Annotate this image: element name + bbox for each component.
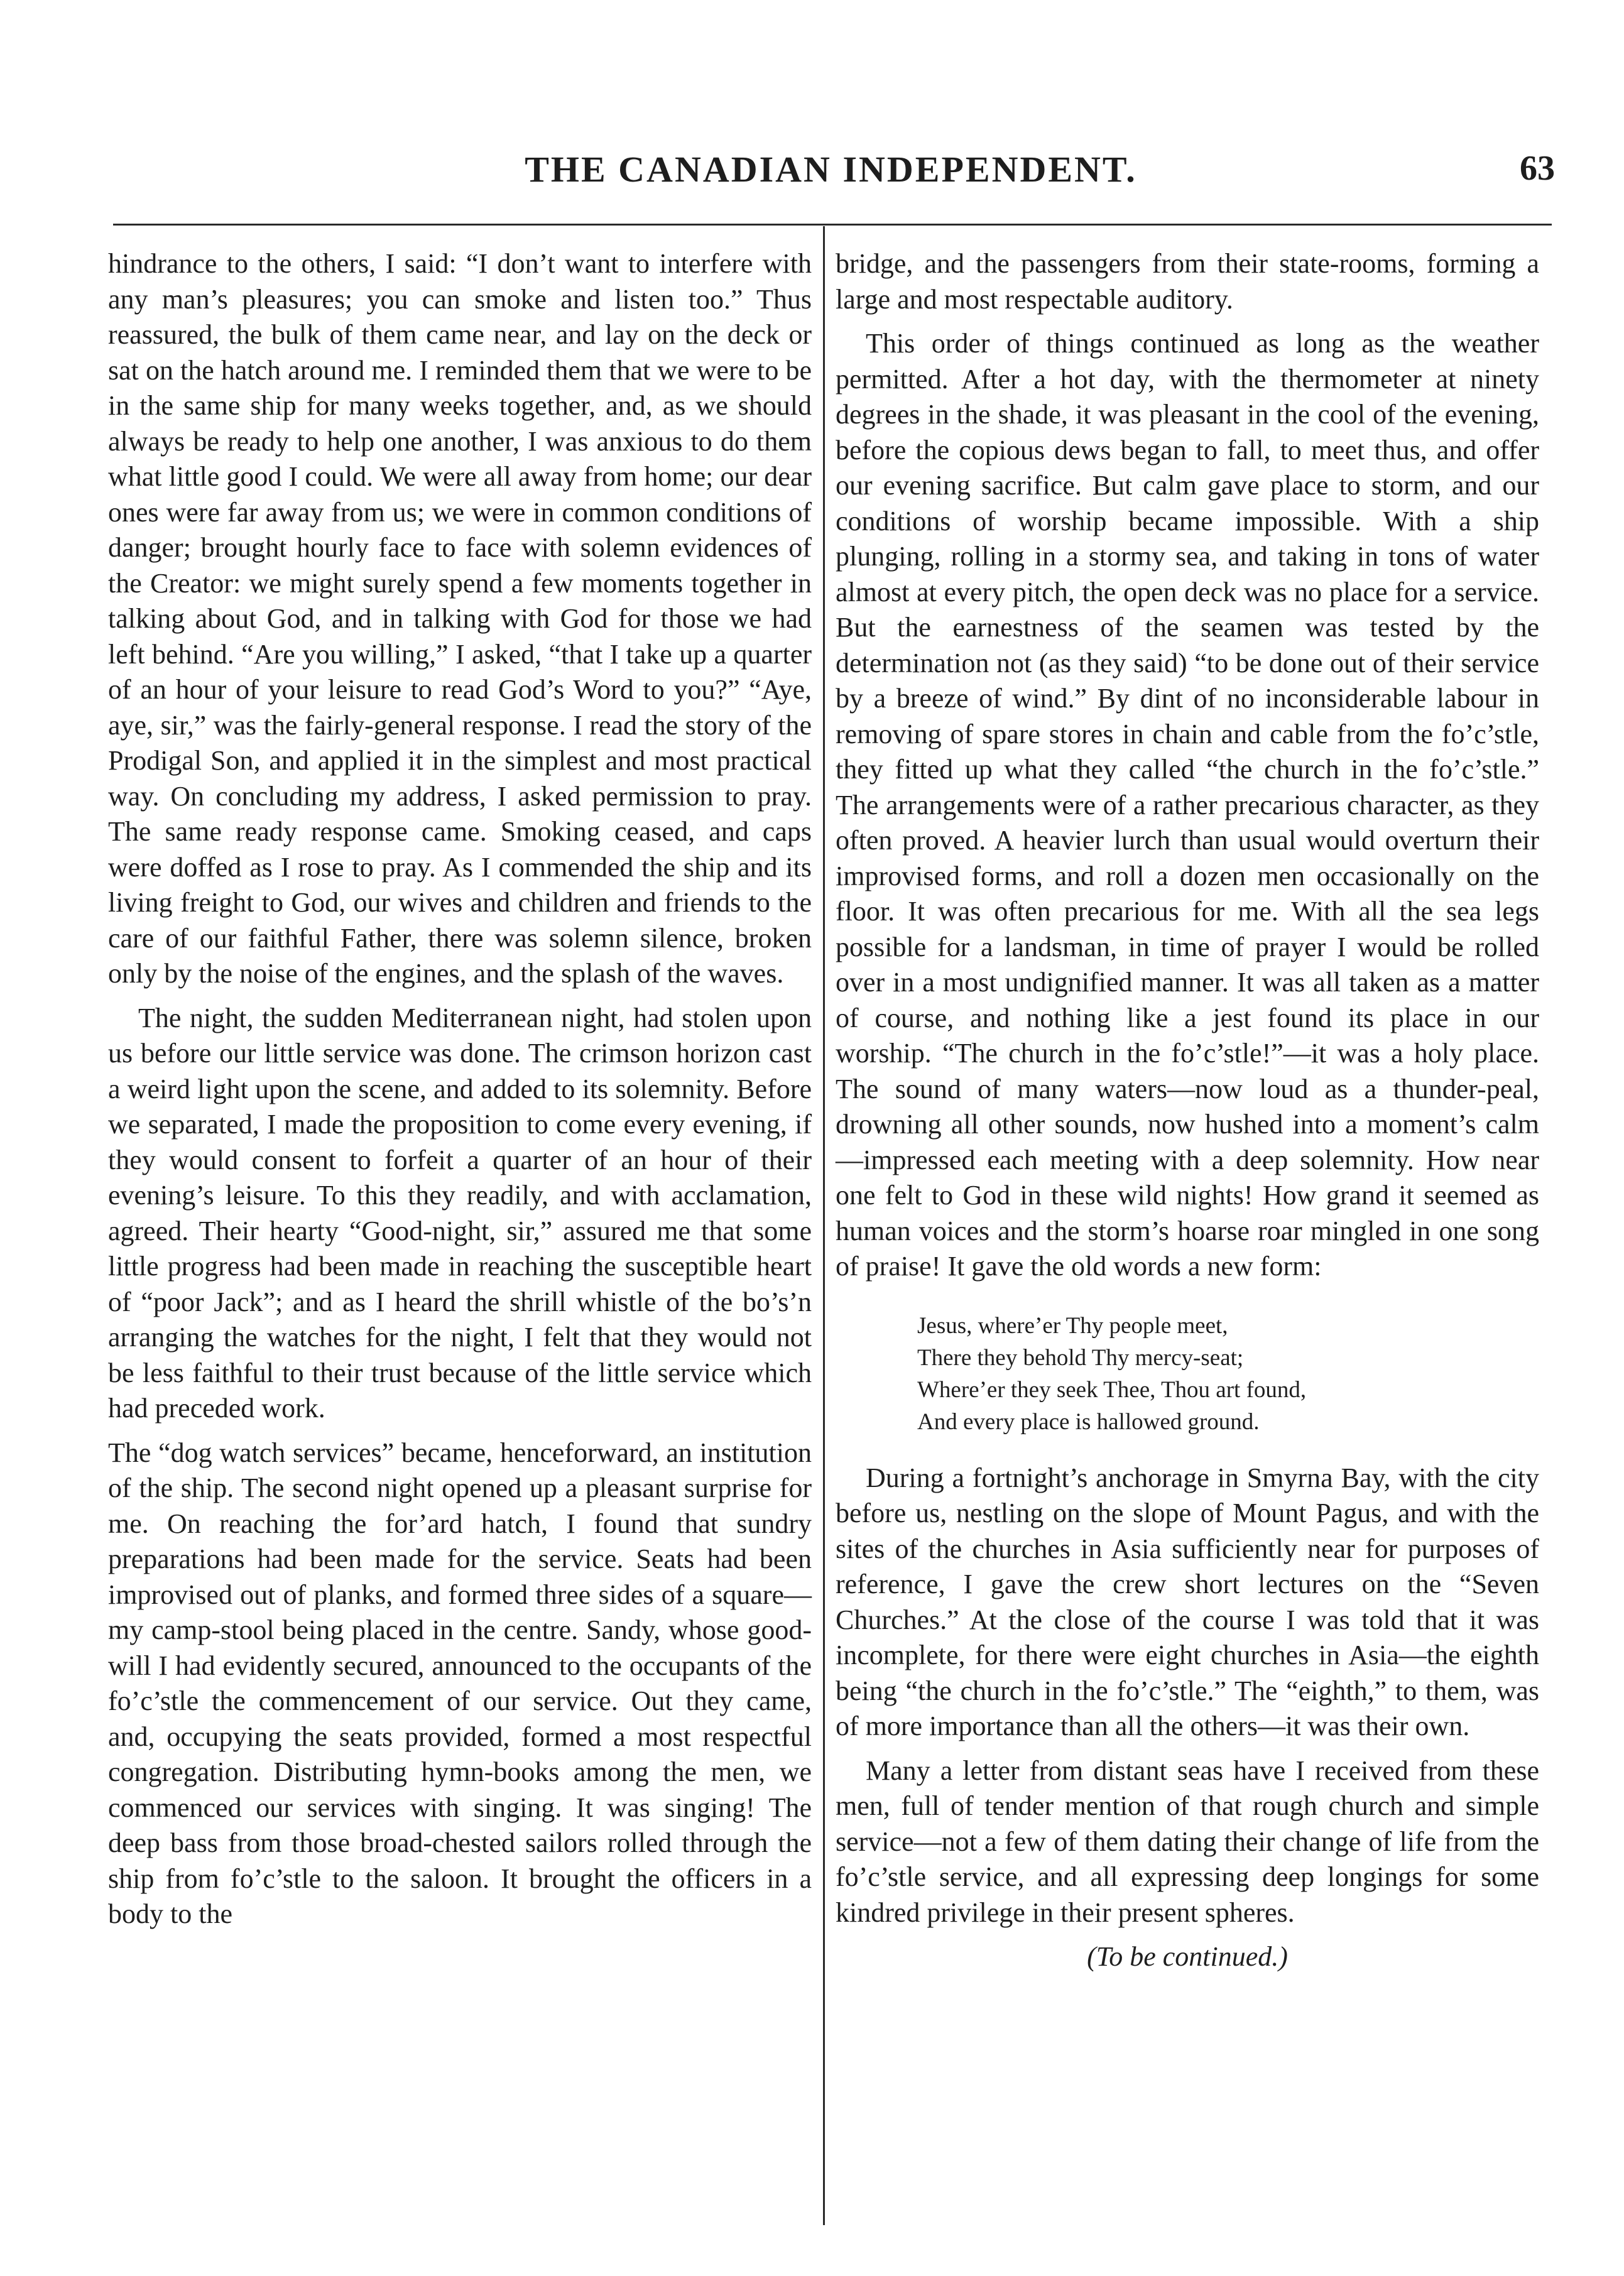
paragraph: hindrance to the others, I said: “I don’t want to interfere with any man’s pleasures; you can smoke and listen too.” Thus reassured, the bulk of them came near, and lay on the deck or sat on the hatch around me. I reminded them that we were to be in the same ship for many weeks together, and, as we should always be ready to help one another, I was anxious to do them what little good I could. We were all away from home; our dear ones were far away from us; we were in common conditions of danger; brought hourly face to face with solemn evidences of the Creator: we might surely spend a few moments together in talking about God, and in talking with God for those we had left behind. “Are you willing,” I asked, “that I take up a quarter of an hour of your leisure to read God’s Word to you?” “Aye, aye, sir,” was the fairly-general response. I read the story of the Prodigal Son, and applied it in the simplest and most practical way. On concluding my address, I asked permission to pray. The same ready response came. Smoking ceased, and caps were doffed as I rose to pray. As I commended the ship and its living freight to God, our wives and children and friends to the care of our faithful Father, there was solemn silence, broken only by the noise of the engines, and the splash of the waves. bbox=[108, 248, 812, 989]
paragraph: This order of things continued as long as the weather permitted. After a hot day, with the thermometer at ninety degrees in the shade, it was pleasant in the cool of the evening, before the copious dews began to fall, to meet thus, and offer our evening sacrifice. But calm gave place to storm, and our conditions of worship became impossible. With a ship plunging, rolling in a stormy sea, and taking in tons of water almost at every pitch, the open deck was no place for a service. But the earnestness of the seamen was tested by the determination not (as they said) “to be done out of their service by a breeze of wind.” By dint of no inconsiderable labour in removing of spare stores in chain and cable from the fo’c’stle, they fitted up what they called “the church in the fo’c’stle.” The arrangements were of a rather precarious character, as they often proved. A heavier lurch than usual would overturn their improvised forms, and roll a dozen men occasionally on the floor. It was often precarious for me. With all the sea legs possible for a landsman, in time of prayer I would be rolled over in a most undignified manner. It was all taken as a matter of course, and nothing like a jest found its place in our worship. “The church in the fo’c’stle!”—it was a holy place. The sound of many waters—now loud as a thunder-peal, drowning all other sounds, now hushed into a moment’s calm—impressed each meeting with a deep solemnity. How near one felt to God in these wild nights! How grand it seemed as human voices and the storm’s hoarse roar mingled in one song of praise! It gave the old words a new form: bbox=[836, 328, 1539, 1282]
paragraph: During a fortnight’s anchorage in Smyrna Bay, with the city before us, nestling on the slope of Mount Pagus, and with the sites of the churches in Asia sufficiently near for purposes of reference, I gave the crew short lectures on the “Seven Churches.” At the close of the course I was told that it was incomplete, for there were eight churches in Asia—the eighth being “the church in the fo’c’stle.” The “eighth,” to them, was of more importance than all the others—it was their own. bbox=[836, 1462, 1539, 1741]
column-divider bbox=[823, 226, 825, 2225]
paragraph: The night, the sudden Mediterranean night, had stolen upon us before our little service was done. The crimson horizon cast a weird light upon the scene, and added to its solemnity. Before we separated, I made the proposition to come every evening, if they would consent to forfeit a quarter of an hour of their evening’s leisure. To this they readily, and with acclamation, agreed. Their hearty “Good-night, sir,” assured me that some little progress had been made in reaching the susceptible heart of “poor Jack”; and as I heard the shrill whistle of the bo’s’n arranging the watches for the night, I felt that they would not be less faithful to their trust because of the little service which had preceded work. bbox=[108, 1002, 812, 1424]
paragraph: Many a letter from distant seas have I received from these men, full of tender mention of that rough church and simple service—not a few of them dating their change of life from the fo’c’stle service, and all expressing deep longings for some kindred privilege in their present spheres. bbox=[836, 1755, 1539, 1928]
right-column bbox=[836, 246, 1539, 1975]
continued-note: (To be continued.) bbox=[1087, 1941, 1288, 1972]
paragraph: bridge, and the passengers from their state-rooms, forming a large and most respectable auditory. bbox=[836, 248, 1539, 315]
header-divider bbox=[113, 224, 1552, 226]
publication-title: THE CANADIAN INDEPENDENT. bbox=[525, 149, 1137, 190]
page-number: 63 bbox=[1520, 149, 1555, 188]
verse-line: Where’er they seek Thee, Thou art found, bbox=[917, 1376, 1307, 1403]
verse-line: There they behold Thy mercy-seat; bbox=[917, 1344, 1244, 1371]
page-header bbox=[107, 148, 1555, 199]
verse-line: And every place is hallowed ground. bbox=[917, 1408, 1260, 1435]
hymn-verse bbox=[836, 1310, 1539, 1438]
paragraph: The “dog watch services” became, henceforward, an institution of the ship. The second night opened up a pleasant surprise for me. On reaching the for’ard hatch, I found that sundry preparations had been made for the service. Seats had been improvised out of planks, and formed three sides of a square—my camp-stool being placed in the centre. Sandy, whose good-will I had evidently secured, announced to the occupants of the fo’c’stle the commencement of our service. Out they came, and, occupying the seats provided, formed a most respectful congregation. Distributing hymn-books among the men, we commenced our services with singing. It was singing! The deep bass from those broad-chested sailors rolled through the ship from fo’c’stle to the saloon. It brought the officers in a body to the bbox=[108, 1437, 812, 1929]
left-column bbox=[108, 246, 812, 1941]
verse-line: Jesus, where’er Thy people meet, bbox=[917, 1312, 1228, 1339]
